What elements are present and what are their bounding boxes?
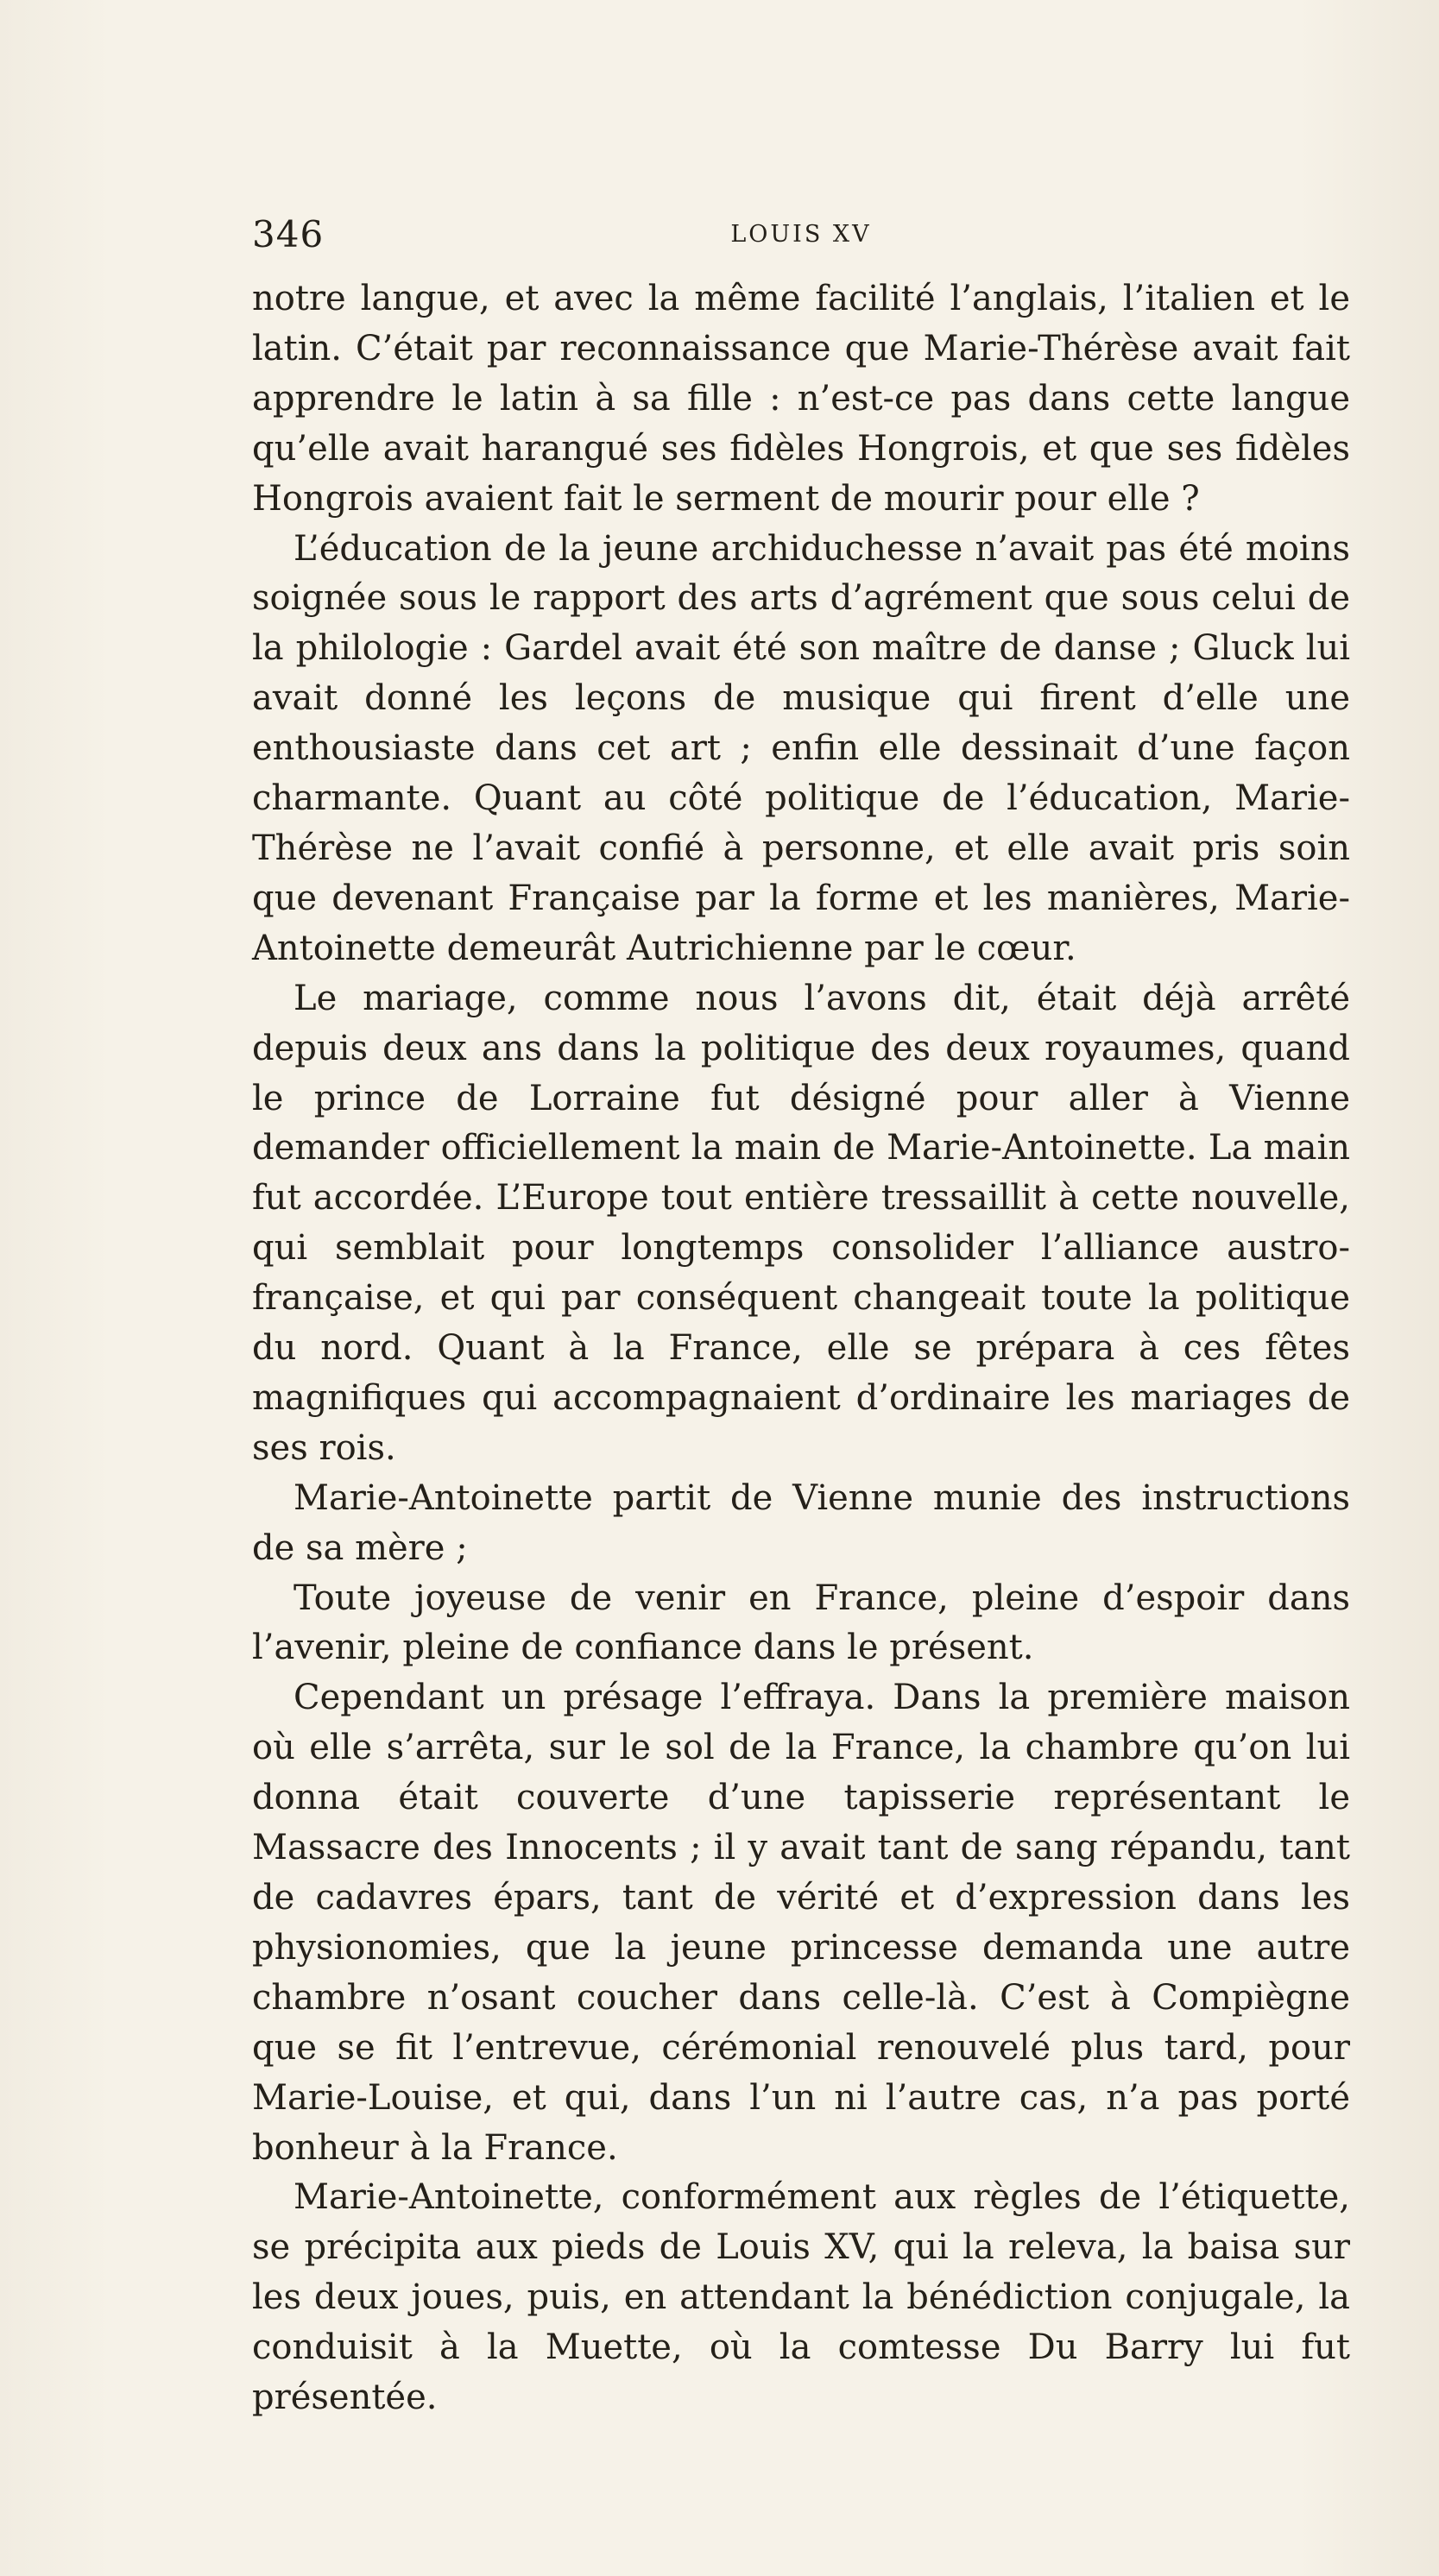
- paragraph-omen: Cependant un présage l’effraya. Dans la première maison où elle s’arrêta, sur le sol de la France, la chambre qu’on lui donna était couverte d’une tapisserie représentant le Massacre des Innocents ; il y avait tant de sang répandu, tant de cadavres épars, tant de vérité et d’expression dans les physionomies, que la jeune princesse demanda une autre chambre n’osant coucher dans celle-là. C’est à Compiègne que se fit l’entrevue, cérémonial renouvelé plus tard, pour Marie-Louise, et qui, dans l’un ni l’autre cas, n’a pas porté bonheur à la France.: [252, 1678, 1350, 2168]
- paragraph-joyful: Toute joyeuse de venir en France, pleine d’espoir dans l’avenir, pleine de confiance dans le présent.: [252, 1578, 1350, 1668]
- paragraph-education: L’éducation de la jeune archiduchesse n’avait pas été moins soignée sous le rapport des arts d’agrément que sous celui de la philologie : Gardel avait été son maître de danse ; Gluck lui avait donné les leçons de musique qui firent d’elle une enthousiaste dans cet art ; enfin elle dessinait d’une façon charmante. Quant au côté politique de l’éducation, Marie-Thérèse ne l’avait confié à personne, et elle avait pris soin que devenant Française par la forme et les manières, Marie-Antoinette demeurât Autrichienne par le cœur.: [252, 528, 1350, 968]
- page-number: 346: [252, 213, 325, 255]
- paragraph-departure: Marie-Antoinette partit de Vienne munie des instructions de sa mère ;: [252, 1477, 1350, 1568]
- paragraph-marriage: Le mariage, comme nous l’avons dit, était déjà arrêté depuis deux ans dans la politique des deux royaumes, quand le prince de Lorraine fut désigné pour aller à Vienne demander officiellement la main de Marie-Antoinette. La main fut accordée. L’Europe tout entière tressaillit à cette nouvelle, qui semblait pour longtemps consolider l’alliance austro-française, et qui par conséquent changeait toute la politique du nord. Quant à la France, elle se prépara à ces fêtes magnifiques qui accompagnaient d’ordinaire les mariages de ses rois.: [252, 978, 1350, 1468]
- body-text: [252, 274, 1350, 2423]
- running-title: LOUIS XV: [730, 221, 872, 248]
- paragraph-continued: notre langue, et avec la même facilité l’anglais, l’italien et le latin. C’était par reconnaissance que Marie-Thérèse avait fait apprendre le latin à sa fille : n’est-ce pas dans cette langue qu’elle avait harangué ses fidèles Hongrois, et que ses fidèles Hongrois avaient fait le serment de mourir pour elle ?: [252, 279, 1350, 519]
- paragraph-meeting: Marie-Antoinette, conformément aux règles de l’étiquette, se précipita aux pieds de Louis XV, qui la releva, la baisa sur les deux joues, puis, en attendant la bénédiction conjugale, la conduisit à la Muette, où la comtesse Du Barry lui fut présentée.: [252, 2177, 1350, 2418]
- page-header: [252, 209, 1350, 261]
